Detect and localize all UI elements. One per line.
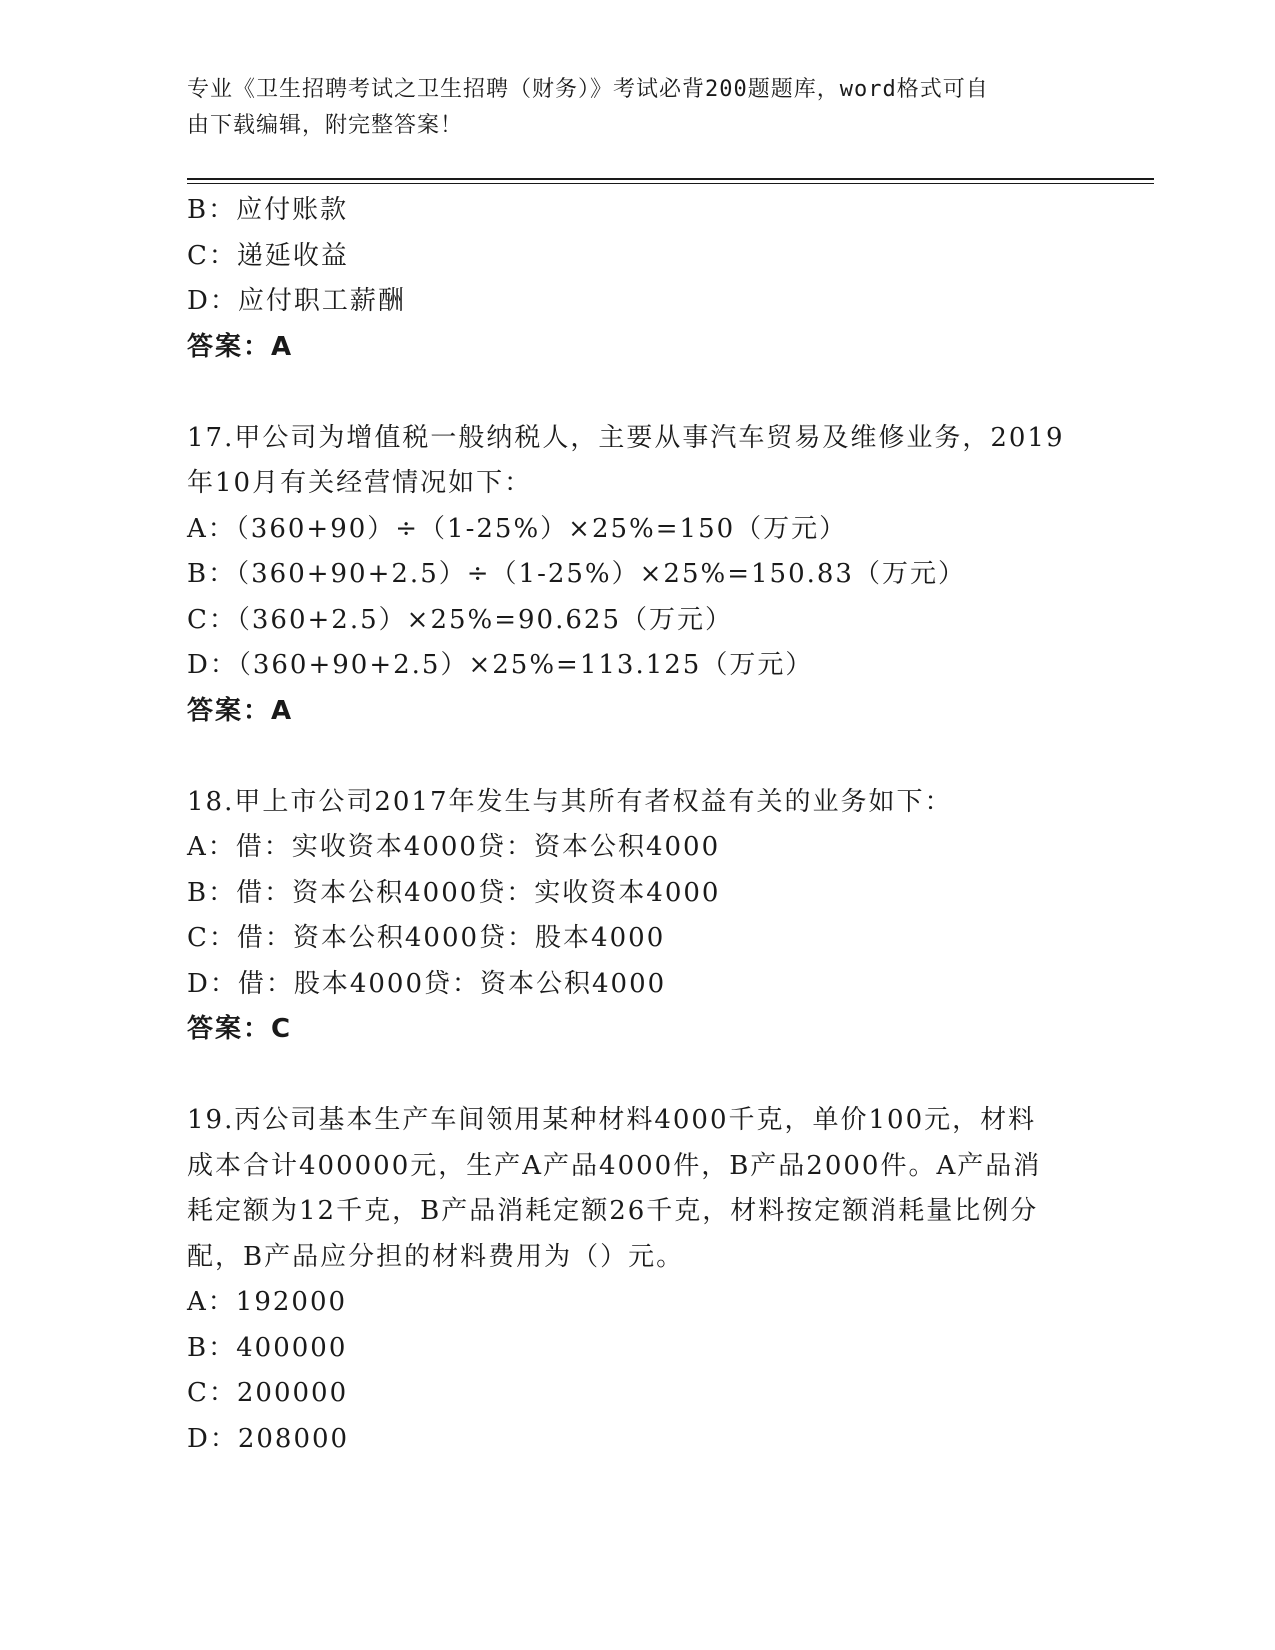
q16-option-b: B：应付账款 xyxy=(187,195,349,225)
q16-option-d: D：应付职工薪酬 xyxy=(187,286,406,316)
q16-option-c: C：递延收益 xyxy=(187,240,349,271)
q17-option-a: A：（360+90）÷（1-25%）×25%=150（万元） xyxy=(187,513,848,544)
q19-option-d: D：208000 xyxy=(187,1423,350,1454)
q18-option-c: C：借：资本公积4000贷：股本4000 xyxy=(187,923,666,953)
q19-stem-line-1: 19.丙公司基本生产车间领用某种材料4000千克，单价100元，材料 xyxy=(187,1105,1037,1135)
q18-option-d: D：借：股本4000贷：资本公积4000 xyxy=(187,968,667,999)
q19-stem-line-4: 配，B产品应分担的材料费用为（）元。 xyxy=(187,1241,685,1272)
question-17 xyxy=(187,416,1087,735)
q19-stem-line-2: 成本合计400000元，生产A产品4000件，B产品2000件。A产品消 xyxy=(187,1150,1042,1181)
q18-option-b: B：借：资本公积4000贷：实收资本4000 xyxy=(187,877,721,908)
q19-option-a: A：192000 xyxy=(187,1287,348,1317)
q17-stem-line-2: 年10月有关经营情况如下： xyxy=(187,468,533,498)
spacer xyxy=(187,1053,1087,1099)
q16-answer: 答案：A xyxy=(187,331,294,362)
q17-option-c: C：（360+2.5）×25%=90.625（万元） xyxy=(187,604,733,635)
question-16-continued xyxy=(187,188,1087,370)
spacer xyxy=(187,734,1087,780)
header-line-1: 专业《卫生招聘考试之卫生招聘（财务）》考试必背200题题库，word格式可自 xyxy=(187,77,989,102)
document-header xyxy=(187,72,1067,144)
q18-option-a: A：借：实收资本4000贷：资本公积4000 xyxy=(187,832,721,862)
document-body xyxy=(187,188,1087,1462)
q18-stem-line-1: 18.甲上市公司2017年发生与其所有者权益有关的业务如下： xyxy=(187,786,953,817)
q17-option-d: D：（360+90+2.5）×25%=113.125（万元） xyxy=(187,650,814,680)
header-divider-thick xyxy=(187,178,1154,180)
q18-answer: 答案：C xyxy=(187,1014,293,1044)
spacer xyxy=(187,370,1087,416)
header-divider-thin xyxy=(187,183,1154,184)
question-19 xyxy=(187,1098,1087,1462)
q17-answer: 答案：A xyxy=(187,695,294,726)
q17-stem-line-1: 17.甲公司为增值税一般纳税人，主要从事汽车贸易及维修业务，2019 xyxy=(187,422,1065,453)
header-line-2: 由下载编辑，附完整答案！ xyxy=(187,113,464,138)
q17-option-b: B：（360+90+2.5）÷（1-25%）×25%=150.83（万元） xyxy=(187,559,966,589)
q19-option-c: C：200000 xyxy=(187,1378,349,1408)
question-18 xyxy=(187,780,1087,1053)
q19-stem-line-3: 耗定额为12千克，B产品消耗定额26千克，材料按定额消耗量比例分 xyxy=(187,1196,1039,1226)
q19-option-b: B：400000 xyxy=(187,1332,348,1363)
